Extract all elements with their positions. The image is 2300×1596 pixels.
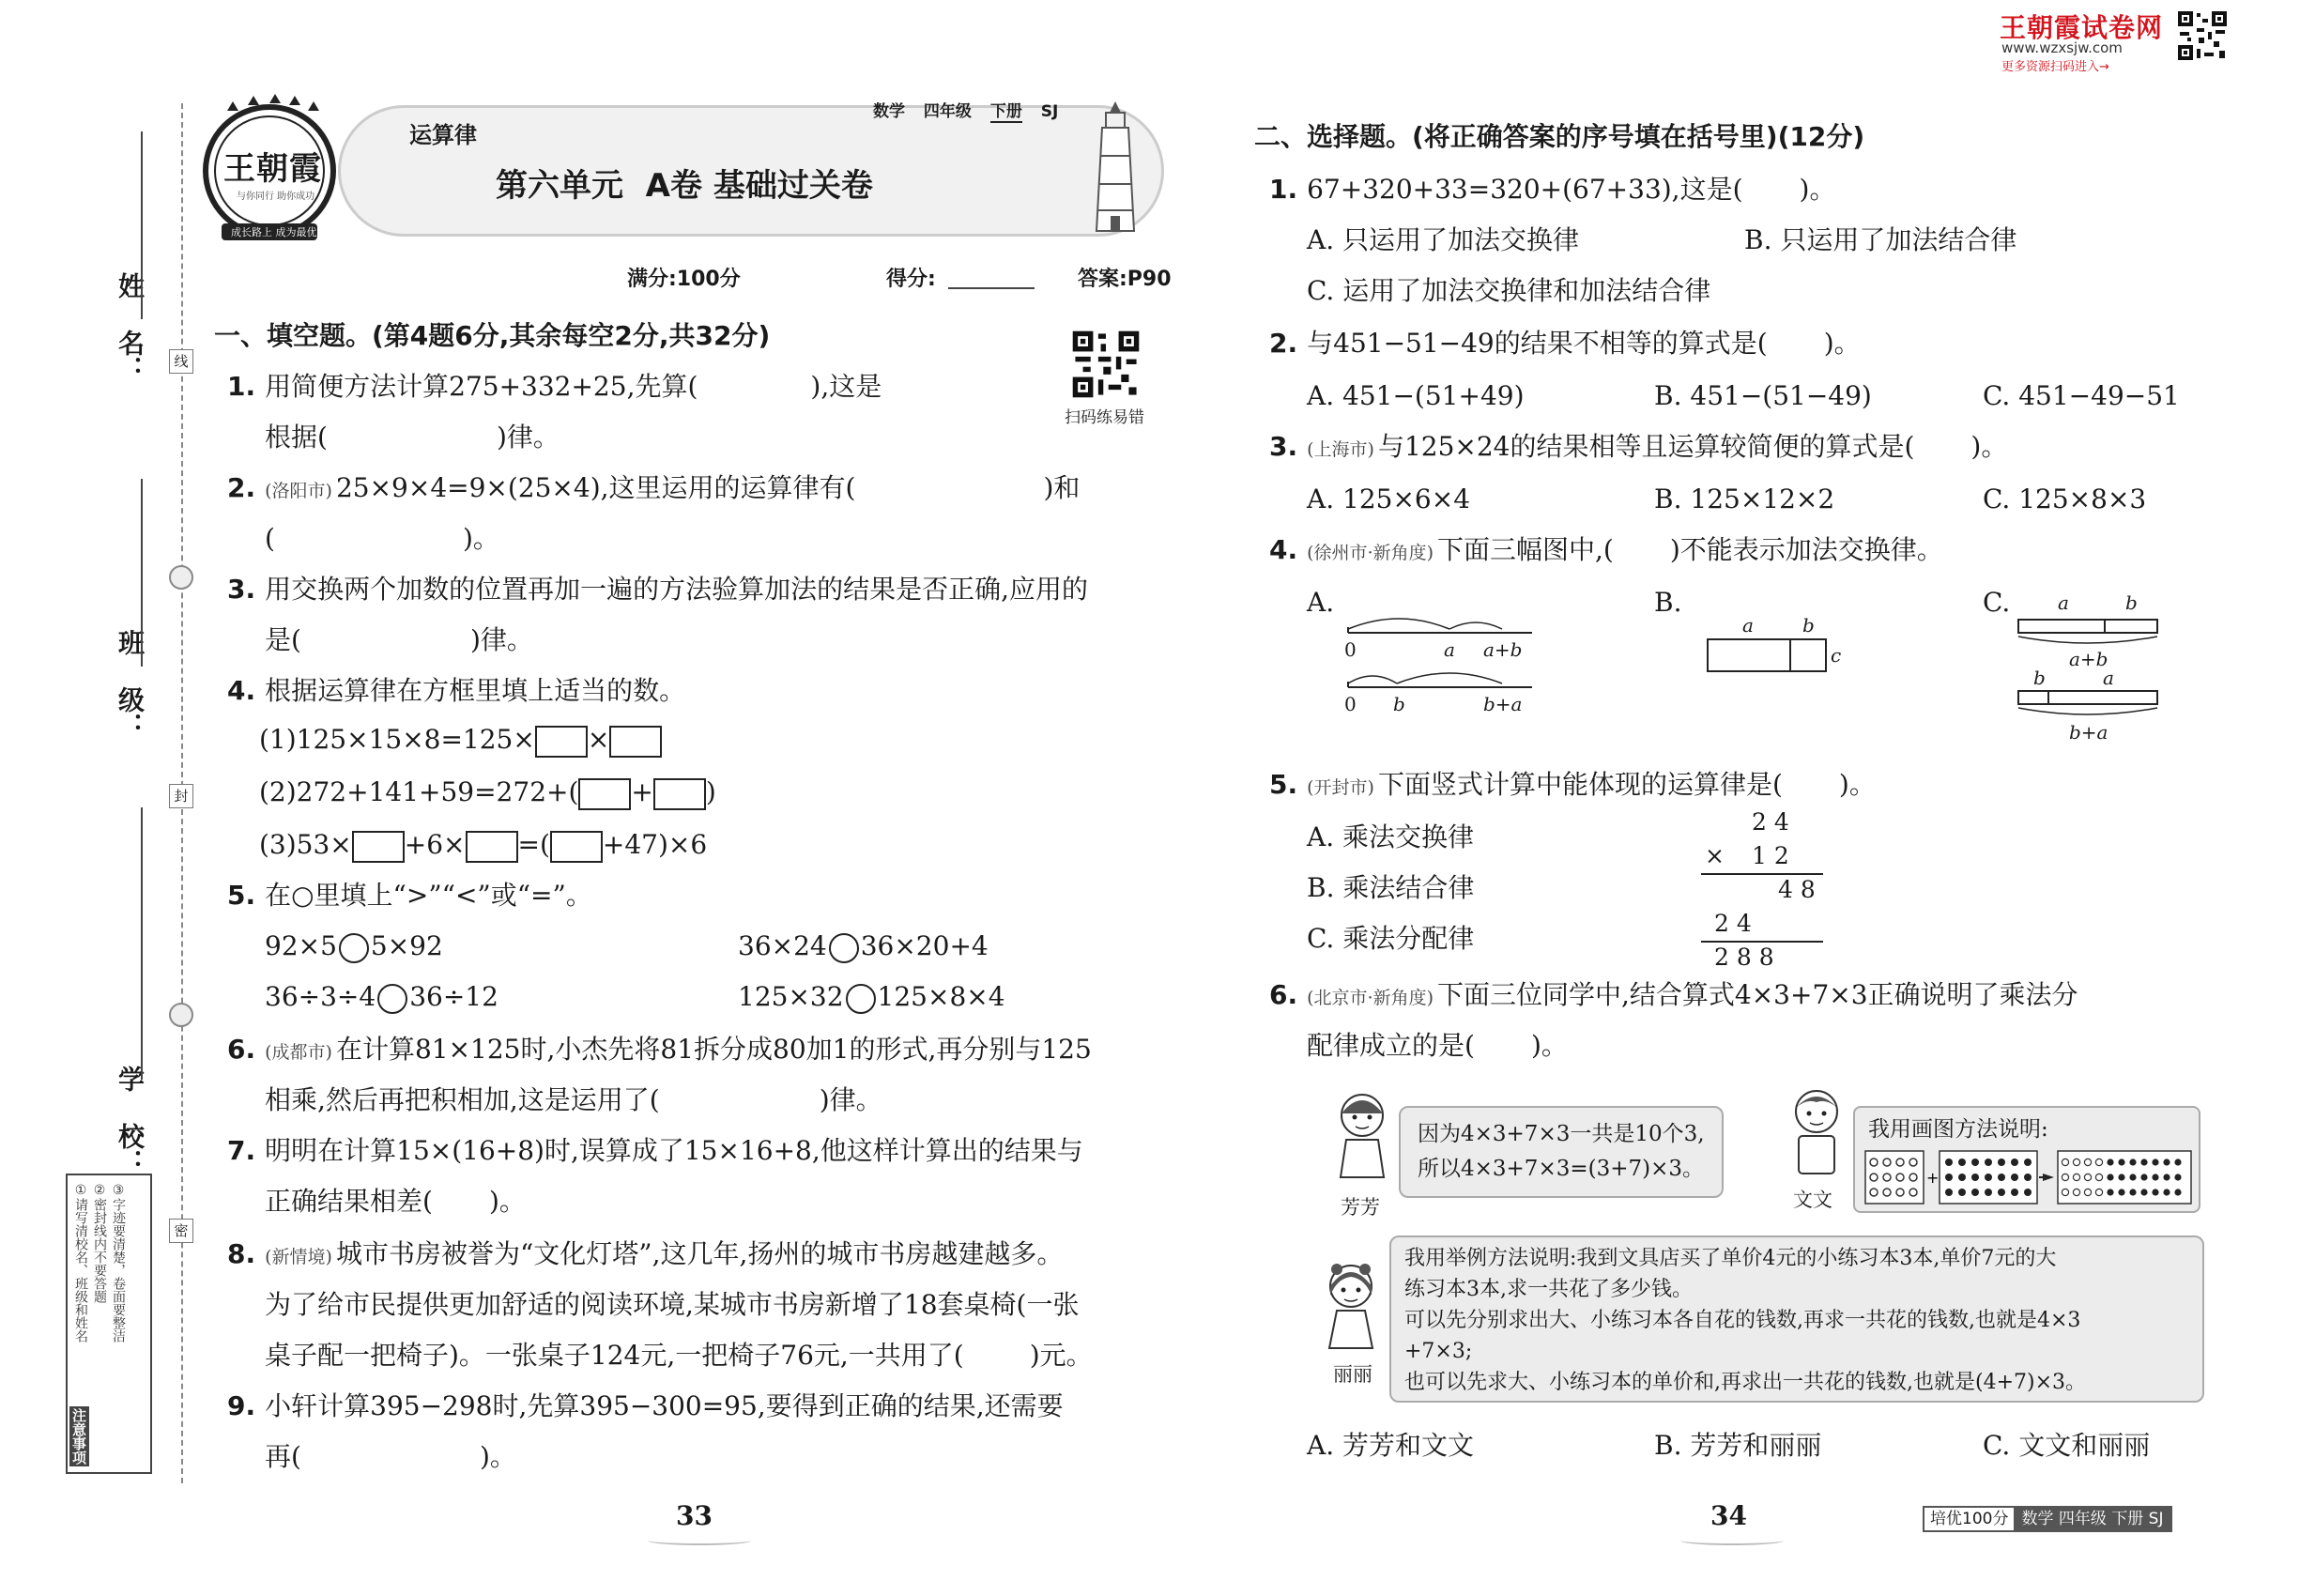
q4-sub1: (1)125×15×8=125× ×	[259, 721, 662, 759]
section-title-choice: 二、选择题。(将正确答案的序号填在括号里)(12分)	[1254, 121, 1865, 152]
r-q3-stem: 3. (上海市) 与125×24的结果相等且运算较简便的算式是( )。	[1269, 431, 2008, 462]
q6-line1: 6. (成都市) 在计算81×125时,小杰先将81拆分成80加1的形式,再分别与125	[227, 1034, 1092, 1065]
fig-a-zero: 0	[1344, 638, 1357, 661]
fangfang-bubble	[1399, 1106, 1724, 1198]
lili-line: 可以先分别求出大、小练习本各自花的钱数,再求一共花的钱数,也就是4×3	[1404, 1309, 2081, 1332]
fig-b-a: a	[1742, 614, 1754, 637]
q9-line1: 9. 小轩计算395−298时,先算395−300=95,要得到正确的结果,还需要	[227, 1390, 1064, 1421]
r-q6-stem2: 配律成立的是( )。	[1307, 1030, 1568, 1061]
logo-tagline: 与你同行 助你成功	[237, 192, 315, 202]
r-q5-option-a[interactable]: A. 乘法交换律	[1307, 821, 1475, 852]
lighthouse-icon	[1078, 100, 1153, 236]
r-q6-option-a[interactable]: A. 芳芳和文文	[1307, 1430, 1475, 1461]
q5-circle[interactable]	[829, 933, 859, 963]
dot-diagram-icon	[1864, 1149, 2193, 1207]
q3-line2: 是( )律。	[265, 624, 533, 655]
lili-bubble	[1389, 1235, 2204, 1403]
brand-promo: 更多资源扫码进入→	[2001, 60, 2109, 74]
page-number-right-swash	[1680, 1536, 1784, 1545]
lili-line: +7×3;	[1404, 1340, 1473, 1363]
meta-grade: 四年级	[923, 102, 972, 121]
r-q4-option-a[interactable]: A.	[1307, 587, 1335, 618]
school-line[interactable]	[141, 807, 143, 1080]
r-q6-option-b[interactable]: B. 芳芳和丽丽	[1654, 1430, 1822, 1461]
notice-line: ②密封线内不要答题	[92, 1183, 107, 1303]
r-q6-stem: 6. (北京市·新角度) 下面三位同学中,结合算式4×3+7×3正确说明了乘法分	[1269, 979, 2078, 1010]
lili-line: 练习本3本,求一共花了多少钱。	[1404, 1278, 1693, 1301]
q2-line2: ( )。	[265, 523, 499, 554]
r-q1-option-c[interactable]: C. 运用了加法交换律和加法结合律	[1307, 275, 1711, 306]
q7-line1: 7. 明明在计算15×(16+8)时,误算成了15×16+8,他这样计算出的结果与	[227, 1135, 1083, 1166]
q4-box[interactable]	[550, 831, 603, 863]
r-q4-stem: 4. (徐州市·新角度) 下面三幅图中,( )不能表示加法交换律。	[1269, 534, 1943, 565]
q4-sub2: (2)272+141+59=272+( + )	[259, 774, 716, 811]
wenwen-name: 文文	[1793, 1189, 1832, 1211]
lili-line: 我用举例方法说明:我到文具店买了单价4元的小练习本3本,单价7元的大	[1404, 1247, 2057, 1270]
brand-name: 王朝霞试卷网	[2000, 12, 2164, 43]
r-q1-option-b[interactable]: B. 只运用了加法结合律	[1744, 224, 2017, 255]
q3-line1: 3. 用交换两个加数的位置再加一遍的方法验算加法的结果是否正确,应用的	[227, 574, 1089, 605]
figure-b-rectangle	[1707, 638, 1827, 672]
r-q3-option-a[interactable]: A. 125×6×4	[1307, 483, 1471, 514]
vm-row1: 2 4	[1752, 808, 1789, 836]
fig-c-b: b	[2125, 591, 2138, 614]
q4-line1: 4. 根据运算律在方框里填上适当的数。	[227, 675, 686, 706]
wenwen-avatar-icon	[1784, 1083, 1849, 1185]
r-q2-stem: 2. 与451−51−49的结果不相等的算式是( )。	[1269, 328, 1861, 359]
mistake-qr-caption: 扫码练易错	[1065, 408, 1144, 427]
fangfang-avatar-icon	[1329, 1087, 1395, 1190]
fig-a-a: a	[1444, 638, 1455, 661]
fig-a-bpa: b+a	[1483, 693, 1523, 715]
q5-circle[interactable]	[846, 984, 876, 1014]
r-q1-stem: 1. 67+320+33=320+(67+33),这是( )。	[1269, 174, 1836, 205]
page-number-right: 34	[1710, 1500, 1747, 1531]
page-number-left: 33	[676, 1500, 713, 1531]
mistake-qr-icon[interactable]	[1070, 329, 1142, 400]
q4-box[interactable]	[653, 778, 706, 810]
q1-line1: 1. 用简便方法计算275+332+25,先算( ),这是	[227, 371, 882, 402]
lili-avatar-icon	[1318, 1258, 1384, 1358]
fig-a-zero-2: 0	[1344, 693, 1357, 715]
svg-text:+: +	[1926, 1169, 1940, 1187]
q5-circle[interactable]	[377, 984, 407, 1014]
q4-box[interactable]	[609, 726, 662, 758]
cut-mark-seal: 封	[169, 784, 193, 808]
q5-b: 36×24 36×20+4	[738, 930, 989, 961]
fangfang-line: 所以4×3+7×3=(3+7)×3。	[1418, 1157, 1705, 1181]
name-label: 姓 名：	[115, 272, 146, 382]
logo-slogan: 成长路上 成为最优	[231, 226, 317, 238]
q5-c: 36÷3÷4 36÷12	[265, 981, 498, 1012]
page-title: 第六单元 A卷 基础过关卷	[496, 167, 873, 205]
q5-circle[interactable]	[339, 933, 369, 963]
meta-subject: 数学	[873, 102, 905, 121]
r-q2-option-b[interactable]: B. 451−(51−49)	[1654, 380, 1872, 411]
class-line[interactable]	[141, 479, 143, 667]
cut-mark-close: 密	[169, 1219, 193, 1243]
score-full: 满分:100分	[627, 268, 741, 291]
q5-a: 92×5 5×92	[265, 930, 443, 961]
r-q6-option-c[interactable]: C. 文文和丽丽	[1983, 1430, 2151, 1461]
fig-c-b-2: b	[2033, 667, 2046, 689]
q4-box[interactable]	[535, 726, 588, 758]
q5-line1: 5. 在○里填上“>”“<”或“=”。	[227, 880, 592, 911]
q8-line2: 为了给市民提供更加舒适的阅读环境,某城市书房新增了18套桌椅(一张	[265, 1289, 1080, 1320]
q4-sub3: (3)53× +6× =( +47)×6	[259, 826, 707, 864]
page-number-left-swash	[648, 1536, 751, 1545]
fig-b-b: b	[1802, 614, 1815, 637]
lili-line: 也可以先求大、小练习本的单价和,再求出一共花的钱数,也就是(4+7)×3。	[1404, 1371, 2087, 1394]
fangfang-line: 因为4×3+7×3一共是10个3,	[1418, 1122, 1705, 1146]
name-line[interactable]	[141, 131, 143, 319]
footer-badge	[1923, 1506, 2172, 1532]
header-tag: 运算律	[409, 122, 477, 148]
fig-c-a-2: a	[2103, 667, 2114, 689]
r-q2-option-a[interactable]: A. 451−(51+49)	[1307, 380, 1525, 411]
r-q5-stem: 5. (开封市) 下面竖式计算中能体现的运算律是( )。	[1269, 769, 1876, 800]
q7-line2: 正确结果相差( )。	[265, 1186, 526, 1217]
vm-operator: ×	[1705, 842, 1725, 869]
fig-a-apb: a+b	[1483, 638, 1523, 661]
fangfang-name: 芳芳	[1341, 1196, 1380, 1219]
fig-c-bpa: b+a	[2069, 721, 2108, 744]
scissor-icon	[169, 565, 193, 590]
fig-c-a: a	[2058, 591, 2069, 614]
logo-badge	[199, 94, 340, 244]
meta-volume: 下册	[989, 102, 1022, 121]
q6-line2: 相乘,然后再把积相加,这是运用了( )律。	[265, 1084, 882, 1115]
vm-row2: 1 2	[1752, 842, 1789, 869]
notice-line: ①请写清校名、班级和姓名	[73, 1183, 88, 1343]
notice-box	[66, 1174, 152, 1474]
brand-qr-icon[interactable]	[2176, 9, 2229, 62]
r-q1-option-a[interactable]: A. 只运用了加法交换律	[1307, 224, 1580, 255]
cut-mark-line: 线	[169, 349, 193, 374]
q8-line1: 8. (新情境) 城市书房被誉为“文化灯塔”,这几年,扬州的城市书房越建越多。	[227, 1238, 1064, 1269]
q2-line1: 2. (洛阳市) 25×9×4=9×(25×4),这里运用的运算律有( )和	[227, 472, 1081, 503]
q5-d: 125×32 125×8×4	[738, 981, 1005, 1012]
score-label: 得分:	[886, 268, 936, 291]
q4-box[interactable]	[352, 831, 405, 863]
header-meta	[873, 98, 1058, 121]
q9-line2: 再( )。	[265, 1441, 516, 1472]
class-label: 班 级：	[115, 629, 146, 739]
r-q4-option-b[interactable]: B.	[1654, 587, 1682, 618]
q4-box[interactable]	[578, 778, 631, 810]
r-q3-option-c[interactable]: C. 125×8×3	[1983, 483, 2147, 514]
r-q4-option-c[interactable]: C.	[1983, 587, 2011, 618]
scissor-icon	[169, 1003, 193, 1027]
q4-box[interactable]	[466, 831, 518, 863]
vm-row5: 2 8 8	[1714, 944, 1774, 971]
wenwen-line: 我用画图方法说明:	[1868, 1117, 2048, 1142]
r-q5-option-b[interactable]: B. 乘法结合律	[1307, 872, 1475, 903]
fig-a-b: b	[1393, 693, 1405, 715]
q8-line3: 桌子配一把椅子)。一张桌子124元,一把椅子76元,一共用了( )元。	[265, 1340, 1093, 1371]
brand-url: www.wzxsjw.com	[2001, 39, 2123, 56]
r-q3-option-b[interactable]: B. 125×12×2	[1654, 483, 1835, 514]
answer-ref: 答案:P90	[1078, 268, 1172, 291]
footer-meta: 数学 四年级 下册 SJ	[2014, 1508, 2170, 1530]
logo-name: 王朝霞	[223, 150, 322, 188]
notice-title: 注意事项	[70, 1408, 87, 1465]
r-q2-option-c[interactable]: C. 451−49−51	[1983, 380, 2180, 411]
fig-c-apb: a+b	[2069, 648, 2108, 670]
figure-b-divider	[1789, 638, 1791, 672]
section-title-fill: 一、填空题。(第4题6分,其余每空2分,共32分)	[214, 320, 771, 351]
lili-name: 丽丽	[1333, 1363, 1372, 1386]
fig-b-c: c	[1831, 644, 1842, 667]
school-label: 学 校：	[115, 1066, 146, 1175]
footer-brand: 培优100分	[1924, 1508, 2014, 1530]
r-q5-option-c[interactable]: C. 乘法分配律	[1307, 923, 1475, 954]
vm-row3: 4 8	[1778, 876, 1816, 903]
wenwen-panel	[1853, 1106, 2200, 1213]
q1-line2: 根据( )律。	[265, 422, 560, 453]
score-blank[interactable]	[948, 287, 1035, 289]
meta-edition: SJ	[1040, 102, 1059, 121]
vm-row4: 2 4	[1714, 910, 1752, 937]
notice-line: ③字迹要清楚，卷面要整洁	[111, 1183, 126, 1343]
